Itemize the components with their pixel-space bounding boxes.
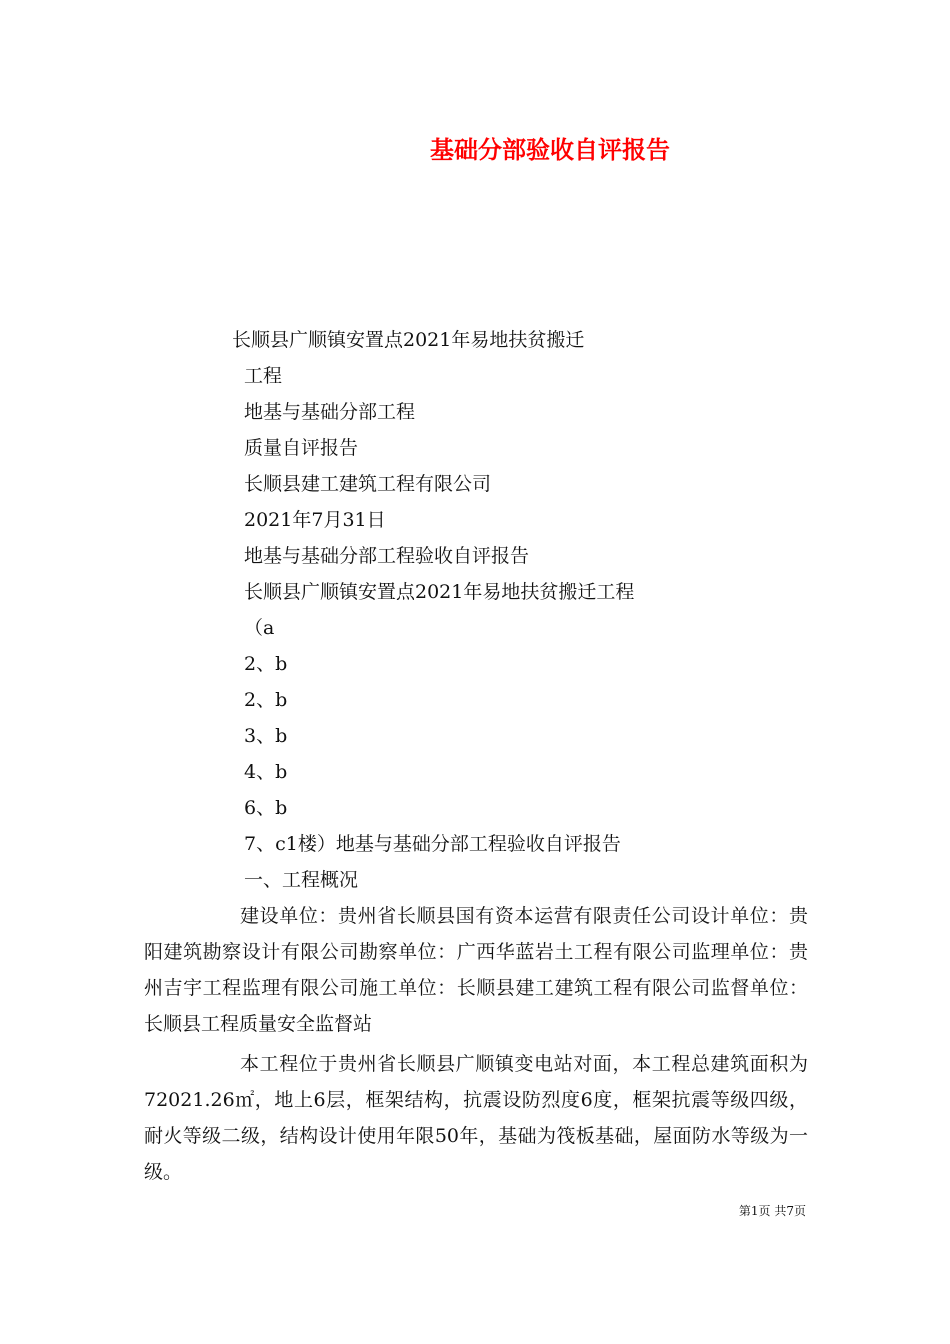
section-heading: 一、工程概况 — [244, 869, 359, 891]
list-item: 3、b — [244, 725, 288, 747]
list-item: 2、b — [244, 689, 288, 711]
project-overview-paragraph: 本工程位于贵州省长顺县广顺镇变电站对面，本工程总建筑面积为72021.26㎡，地上6层，框架结构，抗震设防烈度6度，框架抗震等级四级，耐火等级二级，结构设计使用年限50年，基础为筏板基础，屋面防水等级为一级。 — [144, 1053, 808, 1183]
page-number: 第1页 共7页 — [738, 1204, 806, 1218]
report-type-line: 质量自评报告 — [244, 437, 359, 459]
list-item: 6、b — [244, 797, 288, 819]
list-item: 2、b — [244, 653, 288, 675]
company-line: 长顺县建工建筑工程有限公司 — [244, 473, 492, 495]
document-title: 基础分部验收自评报告 — [430, 135, 670, 164]
list-item: （a — [244, 617, 275, 639]
list-item: 7、c1楼）地基与基础分部工程验收自评报告 — [244, 833, 621, 855]
list-item: 4、b — [244, 761, 288, 783]
participants-paragraph: 建设单位：贵州省长顺县国有资本运营有限责任公司设计单位：贵阳建筑勘察设计有限公司勘察单位：广西华蓝岩土工程有限公司监理单位：贵州吉宇工程监理有限公司施工单位：长顺县建工建筑工程有限公司监督单位：长顺县工程质量安全监督站 — [144, 905, 808, 1035]
project-full-name-line: 长顺县广顺镇安置点2021年易地扶贫搬迁工程 — [244, 581, 635, 603]
date-line: 2021年7月31日 — [244, 509, 386, 531]
subproject-line: 地基与基础分部工程 — [244, 401, 416, 423]
project-name-line: 长顺县广顺镇安置点2021年易地扶贫搬迁 — [232, 329, 585, 351]
report-heading-line: 地基与基础分部工程验收自评报告 — [244, 545, 530, 567]
project-name-continued: 工程 — [244, 365, 283, 387]
